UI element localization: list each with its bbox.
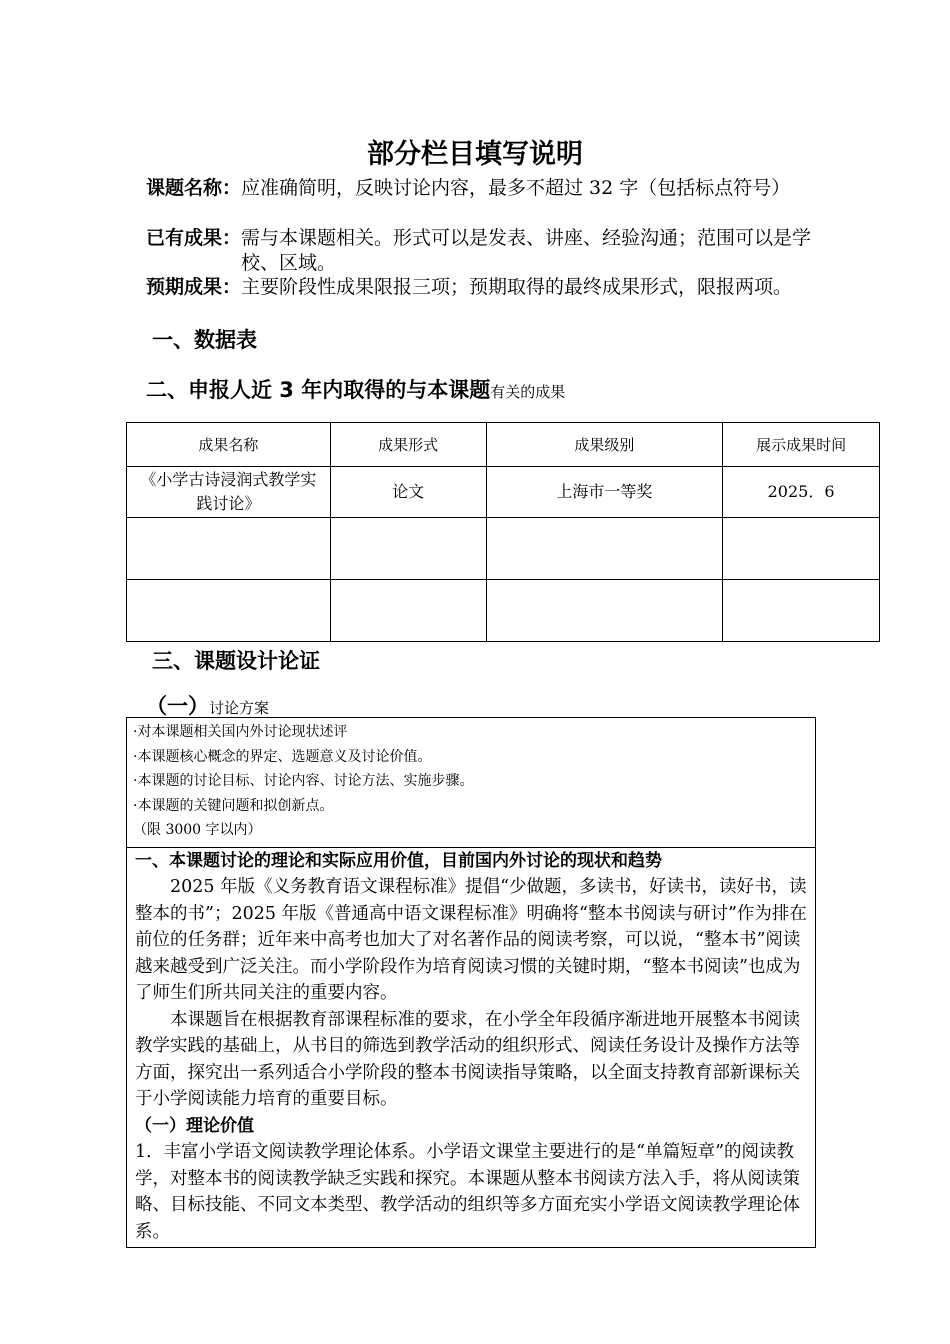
table-cell — [723, 518, 880, 580]
body-paragraph: 1．丰富小学语文阅读教学理论体系。小学语文课堂主要进行的是“单篇短章”的阅读教学，对整本书的阅读教学缺乏实践和探究。本课题从整本书阅读方法入手，将从阅读策略、目标技能、不同文本类型、教学活动的组织等多方面充实小学语文阅读教学理论体系。 — [135, 1142, 800, 1242]
header-cell: 展示成果时间 — [723, 423, 880, 467]
table-cell — [330, 580, 486, 642]
hint-item: （限 3000 字以内） — [133, 822, 262, 838]
section-title: 二、申报人近 3 年内取得的与本课题 — [146, 378, 491, 402]
note-topic-name — [146, 176, 816, 201]
note-text: 应准确简明，反映讨论内容，最多不超过 32 字（包括标点符号） — [241, 177, 791, 199]
subsection-plan — [146, 690, 269, 720]
header-cell: 成果名称 — [127, 423, 331, 467]
body-paragraph: 2025 年版《义务教育语文课程标准》提倡“少做题，多读书，好读书，读好书，读整本的书”；2025 年版《普通高中语文课程标准》明确将“整本书阅读与研讨”作为排在前位的任务群；近年来中高考也加大了对名著作品的阅读考察，可以说，“整本书”阅读越来越受到广泛关注。而小学阶段作为培育阅读习惯的关键时期，“整本书阅读”也成为了师生们所共同关注的重要内容。 — [135, 877, 807, 1003]
section-design-argument: 三、课题设计论证 — [152, 649, 320, 673]
header-cell: 成果级别 — [486, 423, 723, 467]
hint-item: ·对本课题相关国内外讨论现状述评 — [133, 724, 348, 740]
hint-item: ·本课题的讨论目标、讨论内容、讨论方法、实施步骤。 — [133, 773, 474, 789]
table-cell: 论文 — [330, 467, 486, 518]
plan-body — [127, 848, 815, 1248]
note-existing-results — [146, 226, 816, 276]
hint-item: ·本课题的关键问题和拟创新点。 — [133, 797, 334, 814]
page-title: 部分栏目填写说明 — [367, 139, 583, 170]
table-cell — [127, 518, 331, 580]
note-text: 需与本课题相关。形式可以是发表、讲座、经验沟通；范围可以是学校、区域。 — [241, 227, 812, 274]
table-cell — [127, 580, 331, 642]
table-cell — [486, 580, 723, 642]
note-label: 已有成果： — [146, 227, 242, 249]
note-label: 预期成果： — [146, 276, 242, 298]
subsection-number: （一） — [146, 694, 209, 718]
section-applicant-results — [146, 374, 565, 404]
section-data-table: 一、数据表 — [152, 328, 257, 352]
table-cell — [486, 518, 723, 580]
plan-box — [126, 717, 816, 1248]
table-cell: 上海市一等奖 — [486, 467, 723, 518]
body-heading: 一、本课题讨论的理论和实际应用价值，目前国内外讨论的现状和趋势 — [135, 850, 662, 871]
table-cell: 《小学古诗浸润式教学实践讨论》 — [127, 467, 331, 518]
table-cell — [330, 518, 486, 580]
subsection-title: 讨论方案 — [209, 699, 270, 717]
body-paragraph: 本课题旨在根据教育部课程标准的要求，在小学全年段循序渐进地开展整本书阅读教学实践的基础上，从书目的筛选到教学活动的组织形式、阅读任务设计及操作方法等方面，探究出一系列适合小学阶段的整本书阅读指导策略，以全面支持教育部新课标关于小学阅读能力培育的重要目标。 — [135, 1009, 800, 1109]
table-row — [127, 580, 880, 642]
table-row — [127, 518, 880, 580]
body-heading: （一）理论价值 — [135, 1115, 254, 1136]
note-label: 课题名称： — [146, 177, 242, 199]
note-expected-results — [146, 275, 816, 300]
table-cell — [723, 580, 880, 642]
table-cell: 2025．6 — [723, 467, 880, 518]
hint-item: ·本课题核心概念的界定、选题意义及讨论价值。 — [133, 748, 432, 765]
table-header-row — [127, 423, 880, 467]
note-text: 主要阶段性成果限报三项；预期取得的最终成果形式，限报两项。 — [241, 276, 793, 298]
header-cell: 成果形式 — [330, 423, 486, 467]
table-row — [127, 467, 880, 518]
hint-list — [127, 718, 815, 848]
section-title-suffix: 有关的成果 — [490, 383, 566, 401]
results-table — [126, 422, 880, 642]
